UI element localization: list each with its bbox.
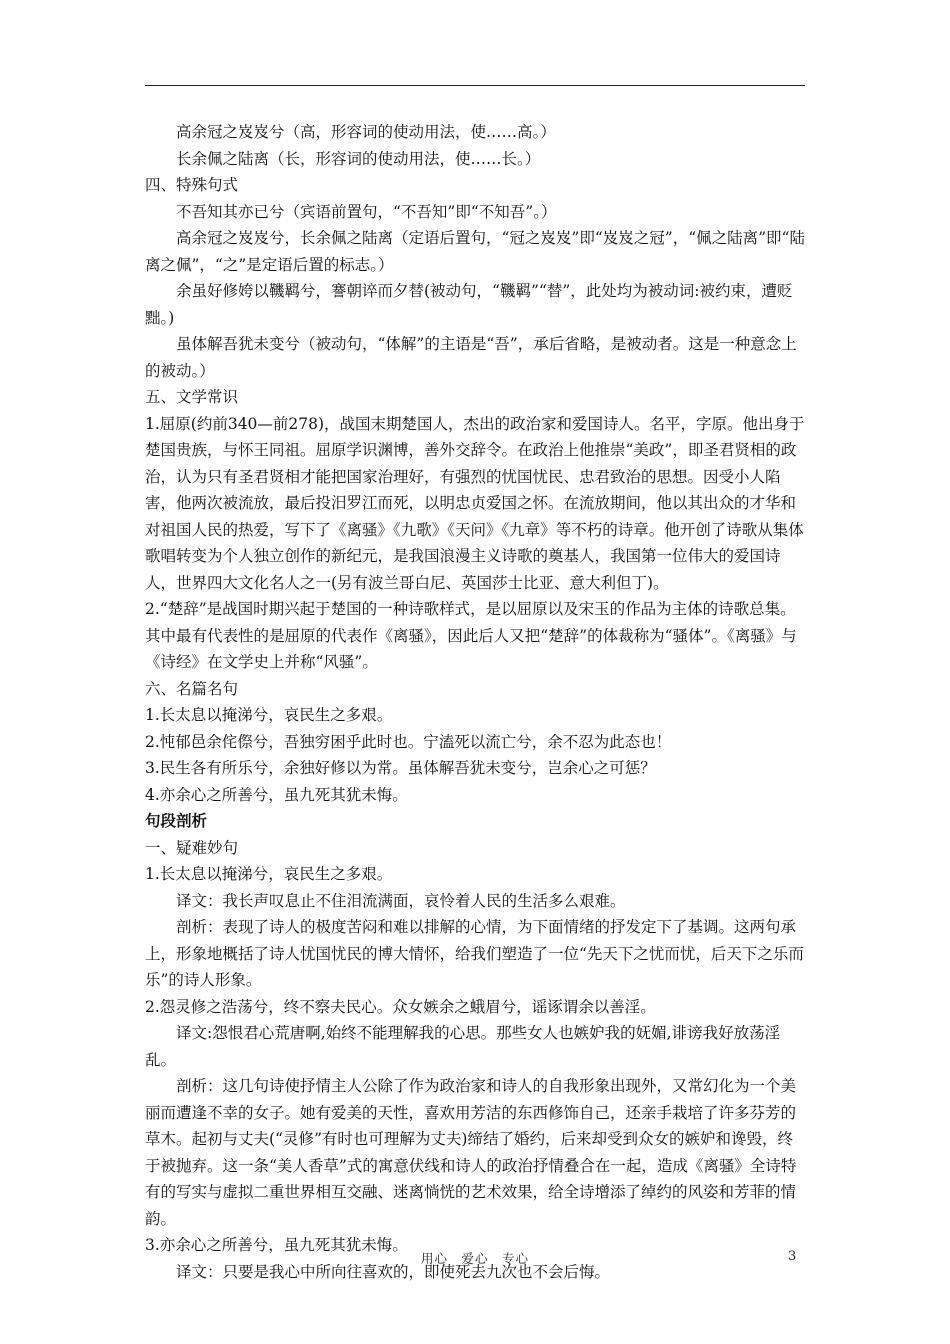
paragraph: 2.“楚辞”是战国时期兴起于楚国的一种诗歌样式，是以屈原以及宋玉的作品为主体的诗歌总集。其中最有代表性的是屈原的代表作《离骚》，因此后人又把“楚辞”的体裁称为“骚体”。《离骚》与《诗经》在文学史上并称“风骚”。: [145, 600, 797, 671]
page-number: 3: [788, 1249, 797, 1264]
section-heading: 句段剖析: [145, 811, 208, 830]
paragraph: 剖析：这几句诗使抒情主人公除了作为政治家和诗人的自我形象出现外，又常幻化为一个美丽而遭逢不幸的女子。她有爱美的天性，喜欢用芳洁的东西修饰自己，还亲手栽培了许多芬芳的草木。起初与丈夫(“灵修”有时也可理解为丈夫)缔结了婚约，后来却受到众女的嫉妒和谗毁，终于被抛弃。这一条“美人香草”式的寓意伏线和诗人的政治抒情叠合在一起，造成《离骚》全诗特有的写实与虚拟二重世界相互交融、迷离惝恍的艺术效果，给全诗增添了绰约的风姿和芳菲的情韵。: [145, 1077, 797, 1228]
paragraph: 高余冠之岌岌兮（高，形容词的使动用法，使……高。）: [176, 123, 556, 141]
paragraph: 长余佩之陆离（长，形容词的使动用法，使……长。）: [176, 149, 541, 168]
document-body: [145, 119, 805, 1285]
paragraph: 3.民生各有所乐兮，余独好修以为常。虽体解吾犹未变兮，岂余心之可惩？: [145, 759, 656, 777]
paragraph: 高余冠之岌岌兮，长余佩之陆离（定语后置句，“冠之岌岌”即“岌岌之冠”，“佩之陆离”即“陆离之佩”，“之”是定语后置的标志。）: [145, 229, 805, 274]
header-rule: [145, 85, 805, 86]
paragraph: 译文：我长声叹息止不住泪流满面，哀怜着人民的生活多么艰难。: [176, 891, 626, 910]
paragraph: 不吾知其亦已兮（宾语前置句，“不吾知”即“不知吾”。）: [176, 202, 557, 221]
paragraph: 六、名篇名句: [145, 679, 239, 698]
paragraph: 余虽好修姱以鞿羁兮，謇朝谇而夕替(被动句，“鞿羁”“替”，此处均为被动词:被约束，遭贬黜。): [145, 282, 793, 327]
paragraph: 1.长太息以掩涕兮，哀民生之多艰。: [145, 865, 393, 883]
paragraph: 剖析：表现了诗人的极度苦闷和难以排解的心情，为下面情绪的抒发定下了基调。这两句承上，形象地概括了诗人忧国忧民的博大情怀，给我们塑造了一位“先天下之忧而忧，后天下之乐而乐”的诗人形象。: [145, 918, 804, 989]
paragraph: 2.怨灵修之浩荡兮，终不察夫民心。众女嫉余之蛾眉兮，谣诼谓余以善淫。: [145, 997, 656, 1016]
footer-slogan: 用心 爱心 专心: [420, 1251, 529, 1266]
paragraph: 4.亦余心之所善兮，虽九死其犹未悔。: [145, 785, 408, 804]
paragraph: 四、特殊句式: [145, 176, 239, 194]
paragraph: 3.亦余心之所善兮，虽九死其犹未悔。: [145, 1236, 408, 1254]
paragraph: 五、文学常识: [145, 388, 239, 406]
paragraph: 一、疑难妙句: [145, 838, 239, 857]
paragraph: 译文：只要是我心中所向往喜欢的，即使死去九次也不会后悔。: [176, 1262, 611, 1281]
paragraph: 1.长太息以掩涕兮，哀民生之多艰。: [145, 706, 393, 724]
paragraph: 译文:怨恨君心荒唐啊,始终不能理解我的心思。那些女人也嫉妒我的妩媚,诽谤我好放荡淫乱。: [145, 1024, 781, 1069]
paragraph: 2.忳郁邑余侘傺兮，吾独穷困乎此时也。宁溘死以流亡兮，余不忍为此态也！: [145, 732, 672, 751]
paragraph: 虽体解吾犹未变兮（被动句，“体解”的主语是“吾”，承后省略，是被动者。这是一种意念上的被动。）: [145, 335, 797, 380]
paragraph: 1.屈原(约前340—前278)，战国末期楚国人，杰出的政治家和爱国诗人。名平，字原。他出身于楚国贵族，与怀王同祖。屈原学识渊博，善外交辞令。在政治上他推崇“美政”，即圣君贤相的政治，认为只有圣君贤相才能把国家治理好，有强烈的忧国忧民、忠君致治的思想。因受小人陷害，他两次被流放，最后投汨罗江而死，以明忠贞爱国之怀。在流放期间，他以其出众的才华和对祖国人民的热爱，写下了《离骚》《九歌》《天问》《九章》等不朽的诗章。他开创了诗歌从集体歌唱转变为个人独立创作的新纪元，是我国浪漫主义诗歌的奠基人，我国第一位伟大的爱国诗人，世界四大文化名人之一(另有波兰哥白尼、英国莎士比亚、意大利但丁)。: [145, 414, 805, 592]
